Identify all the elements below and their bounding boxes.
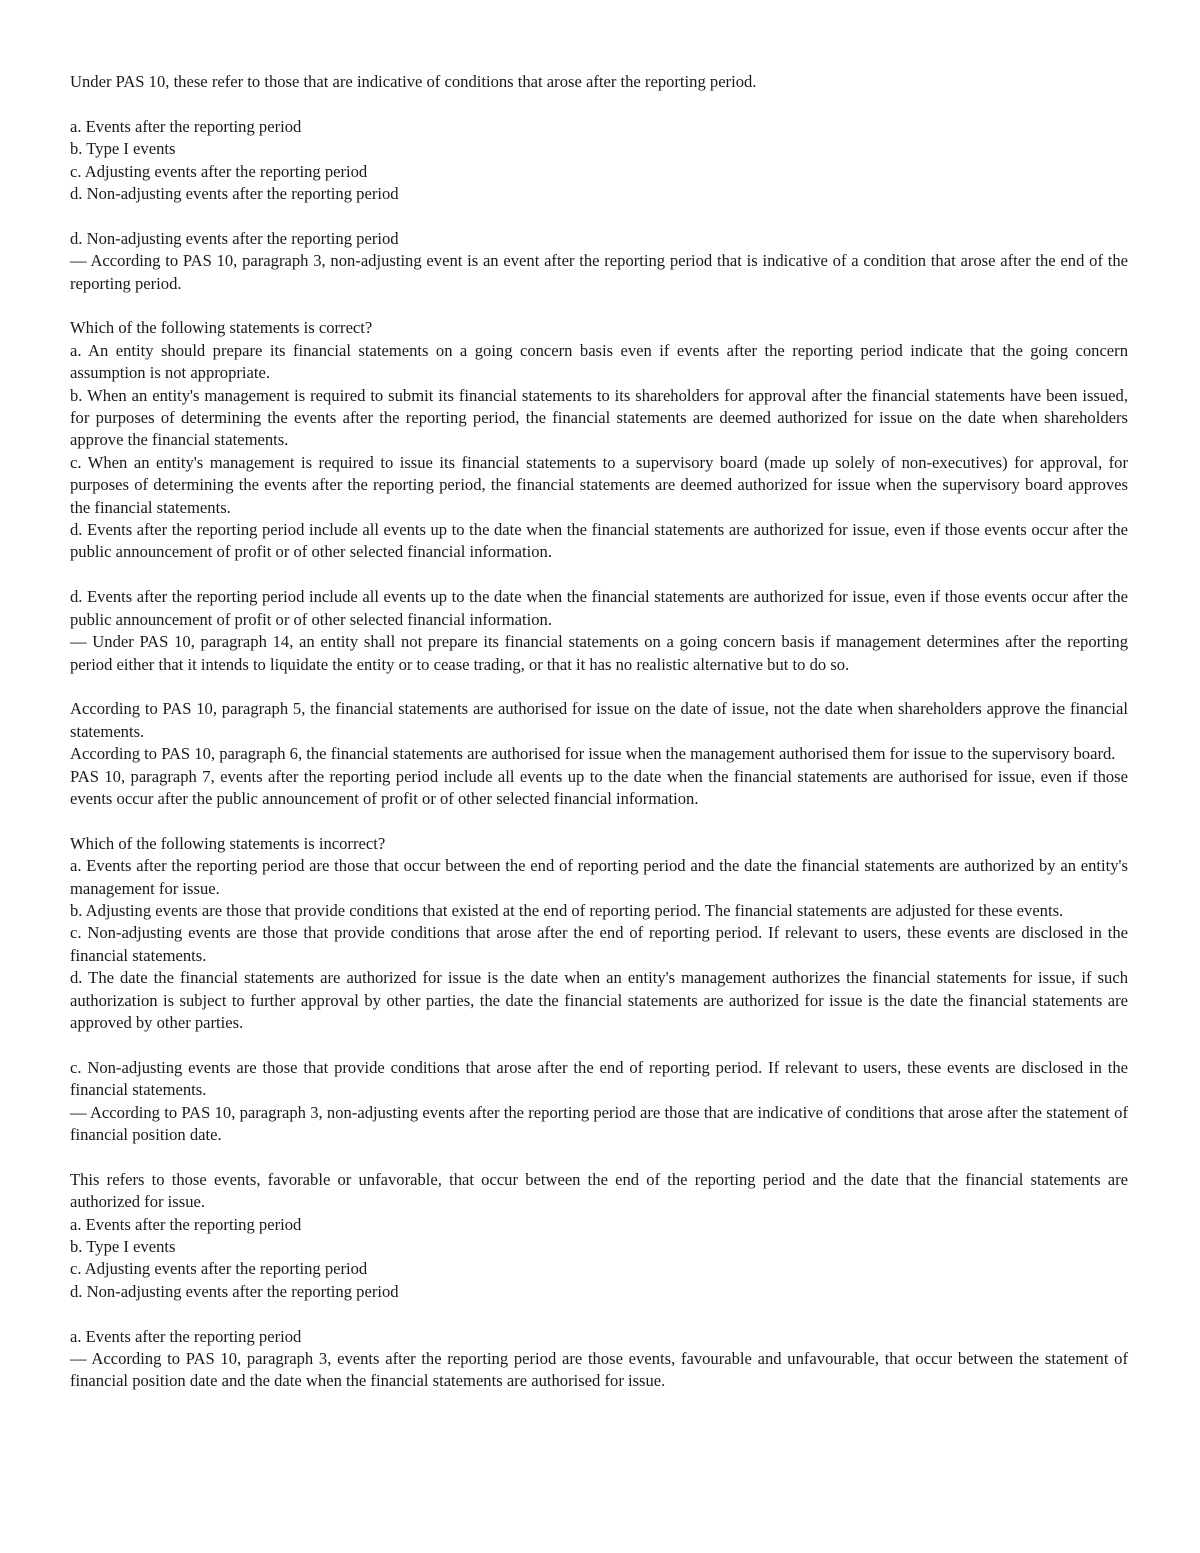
explanation: — According to PAS 10, paragraph 3, non-adjusting event is an event after the reporting period that is indicative of a condition that arose after the end of the reporting period.: [70, 251, 1128, 293]
explanation: — According to PAS 10, paragraph 3, events after the reporting period are those events, favourable and unfavourable, that occur between the statement of financial position date and the date when the financial statements are authorised for issue.: [70, 1349, 1128, 1391]
question-1-stem: [70, 71, 1128, 93]
question-1-choices: [70, 116, 1128, 206]
question-3: [70, 833, 1128, 1035]
choice-b: b. Type I events: [70, 1237, 176, 1256]
question-2-notes: [70, 698, 1128, 810]
choice-d: d. Non-adjusting events after the reporting period: [70, 1281, 399, 1301]
choice-a: a. An entity should prepare its financial statements on a going concern basis even if events after the reporting period indicate that the going concern assumption is not appropriate.: [70, 340, 1128, 383]
question-2: [70, 317, 1128, 563]
question-4: [70, 1169, 1128, 1303]
note-paragraph-7: PAS 10, paragraph 7, events after the reporting period include all events up to the date when the financial statements are authorised for issue, even if those events occur after the public announcement of profit or of other selected financial information.: [70, 766, 1128, 808]
question-2-answer: [70, 586, 1128, 676]
choice-d: d. Non-adjusting events after the reporting period: [70, 184, 399, 204]
choice-b: b. Type I events: [70, 139, 176, 159]
choice-d: d. Events after the reporting period include all events up to the date when the financial statements are authorized for issue, even if those events occur after the public announcement of profit or of other selected financial information.: [70, 520, 1128, 562]
choice-a: a. Events after the reporting period: [70, 116, 302, 136]
choice-c: c. Adjusting events after the reporting period: [70, 161, 368, 181]
document-page: [70, 71, 1128, 1393]
choice-c: c. When an entity's management is required to issue its financial statements to a supervisory board (made up solely of non-executives) for approval, for purposes of determining the events after the reporting period, the financial statements are deemed authorized for issue when the supervisory board approves the financial statements.: [70, 452, 1128, 517]
question-3-answer: [70, 1057, 1128, 1147]
choice-a: a. Events after the reporting period: [70, 1214, 302, 1234]
explanation: — According to PAS 10, paragraph 3, non-adjusting events after the reporting period are those that are indicative of conditions that arose after the statement of financial position date.: [70, 1102, 1128, 1144]
question-stem: Which of the following statements is correct?: [70, 318, 373, 338]
answer-line: d. Non-adjusting events after the reporting period: [70, 228, 399, 248]
choice-b: b. Adjusting events are those that provide conditions that existed at the end of reporting period. The financial statements are adjusted for these events.: [70, 900, 1064, 920]
answer-line: c. Non-adjusting events are those that provide conditions that arose after the end of reporting period. If relevant to users, these events are disclosed in the financial statements.: [70, 1057, 1128, 1100]
choice-d: d. The date the financial statements are authorized for issue is the date when an entity's management authorizes the financial statements for issue, if such authorization is subject to further approval by other parties, the date the financial statements are authorized for issue is the date the financial statements are approved by other parties.: [70, 968, 1128, 1032]
question-1-answer: [70, 228, 1128, 295]
explanation: — Under PAS 10, paragraph 14, an entity shall not prepare its financial statements on a going concern basis if management determines after the reporting period either that it intends to liquidate the entity or to cease trading, or that it has no realistic alternative but to do so.: [70, 632, 1128, 674]
choice-b: b. When an entity's management is required to submit its financial statements to its shareholders for approval after the financial statements have been issued, for purposes of determining the events after the reporting period, the financial statements are deemed authorized for issue on the date when shareholders approve the financial statements.: [70, 385, 1128, 450]
choice-c: c. Adjusting events after the reporting period: [70, 1259, 368, 1279]
choice-a: a. Events after the reporting period are those that occur between the end of reporting period and the date the financial statements are authorized by an entity's management for issue.: [70, 856, 1128, 898]
note-paragraph-5: According to PAS 10, paragraph 5, the financial statements are authorised for issue on the date of issue, not the date when shareholders approve the financial statements.: [70, 699, 1128, 741]
paragraph: Under PAS 10, these refer to those that are indicative of conditions that arose after the reporting period.: [70, 72, 757, 91]
question-4-answer: [70, 1326, 1128, 1393]
answer-line: d. Events after the reporting period include all events up to the date when the financial statements are authorized for issue, even if those events occur after the public announcement of profit or of other selected financial information.: [70, 587, 1128, 629]
note-paragraph-6: According to PAS 10, paragraph 6, the financial statements are authorised for issue when the management authorised them for issue to the supervisory board.: [70, 744, 1116, 764]
question-stem: This refers to those events, favorable or unfavorable, that occur between the end of the reporting period and the date that the financial statements are authorized for issue.: [70, 1169, 1128, 1212]
answer-line: a. Events after the reporting period: [70, 1326, 302, 1346]
question-stem: Which of the following statements is incorrect?: [70, 833, 386, 853]
choice-c: c. Non-adjusting events are those that provide conditions that arose after the end of reporting period. If relevant to users, these events are disclosed in the financial statements.: [70, 923, 1128, 965]
